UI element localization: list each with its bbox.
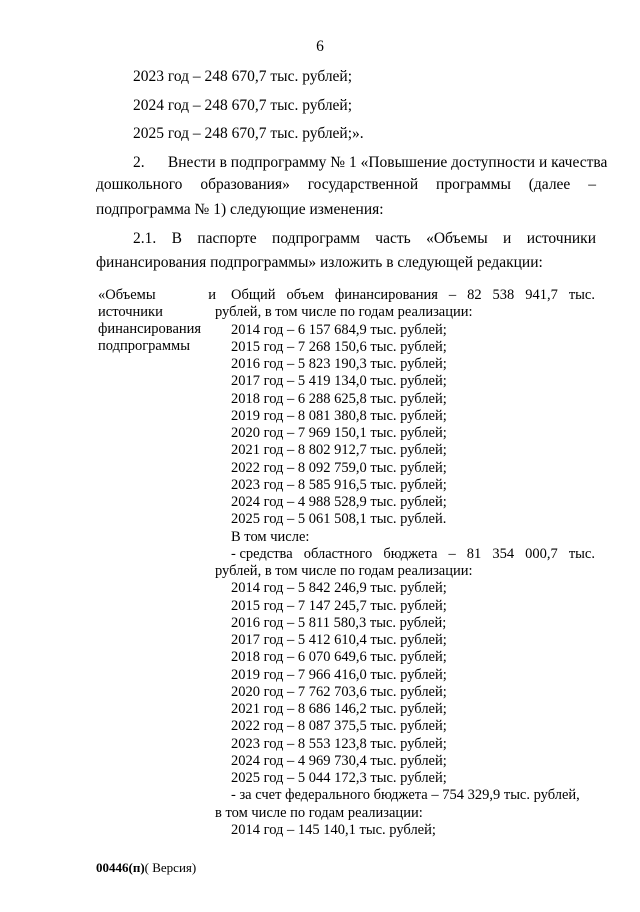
word: финансирования xyxy=(334,287,438,303)
word: 2.1. xyxy=(133,230,157,247)
federal-line2: в том числе по годам реализации: xyxy=(215,804,423,821)
word: 538 xyxy=(492,287,515,303)
word: дошкольного xyxy=(96,176,183,193)
label-line3: финансирования xyxy=(98,321,202,337)
word: тыс. xyxy=(568,287,595,303)
total-year-row: 2016 год – 5 823 190,3 тыс. рублей; xyxy=(231,356,447,372)
word: В xyxy=(171,230,182,247)
total-year-row: 2025 год – 5 061 508,1 тыс. рублей. xyxy=(231,511,447,528)
federal-year-row: 2014 год – 145 140,1 тыс. рублей; xyxy=(231,821,436,838)
label-line2: источники xyxy=(98,304,163,320)
word: бюджета xyxy=(383,545,438,562)
regional-year-row: 2018 год – 6 070 649,6 тыс. рублей; xyxy=(231,649,447,666)
word: и xyxy=(208,287,216,303)
word: 81 xyxy=(466,545,482,562)
federal-line1: - за счет федерального бюджета – 754 329,9 тыс. рублей, xyxy=(231,787,580,804)
total-year-row: 2019 год – 8 081 380,8 тыс. рублей; xyxy=(231,407,447,424)
total-year-row: 2014 год – 6 157 684,9 тыс. рублей; xyxy=(231,321,447,338)
label-line4: подпрограммы xyxy=(98,338,190,354)
word: 82 xyxy=(467,287,482,303)
version-label: ( Версия) xyxy=(144,860,197,875)
word: – xyxy=(588,176,596,193)
prior-line: 2024 год – 248 670,7 тыс. рублей; xyxy=(133,97,353,114)
word: Общий xyxy=(231,287,276,303)
regional-year-row: 2021 год – 8 686 146,2 тыс. рублей; xyxy=(231,701,447,717)
word: и xyxy=(503,230,512,247)
label-line1 xyxy=(98,287,216,304)
prior-line: 2023 год – 248 670,7 тыс. рублей; xyxy=(133,68,353,85)
word: – xyxy=(448,545,456,562)
regional-year-row: 2020 год – 7 762 703,6 тыс. рублей; xyxy=(231,683,447,700)
regional-year-row: 2017 год – 5 412 610,4 тыс. рублей; xyxy=(231,632,447,648)
passport-label-column xyxy=(98,287,216,355)
total-year-row: 2024 год – 4 988 528,9 тыс. рублей; xyxy=(231,494,447,510)
word: «Объемы xyxy=(98,287,156,303)
total-year-row: 2021 год – 8 802 912,7 тыс. рублей; xyxy=(231,442,447,459)
regional-year-row: 2014 год – 5 842 246,9 тыс. рублей; xyxy=(231,580,447,597)
passport-value-column xyxy=(215,287,595,839)
total-year-row: 2023 год – 8 585 916,5 тыс. рублей; xyxy=(231,476,447,493)
regional-year-row: 2025 год – 5 044 172,3 тыс. рублей; xyxy=(231,770,447,786)
regional-line1 xyxy=(215,546,595,563)
regional-year-row: 2019 год – 7 966 416,0 тыс. рублей; xyxy=(231,666,447,683)
total-line1 xyxy=(215,287,595,304)
word: 354 xyxy=(492,545,515,562)
document-code: 00446(п) xyxy=(96,860,145,875)
regional-year-row: 2024 год – 4 969 730,4 тыс. рублей; xyxy=(231,752,447,769)
total-year-row: 2020 год – 7 969 150,1 тыс. рублей; xyxy=(231,425,447,441)
regional-line2: рублей, в том числе по годам реализации: xyxy=(215,563,473,579)
word: (далее xyxy=(528,176,571,193)
total-year-row: 2018 год – 6 288 625,8 тыс. рублей; xyxy=(231,390,447,407)
item2-line2 xyxy=(96,176,596,194)
page-number: 6 xyxy=(316,38,324,55)
regional-year-row: 2016 год – 5 811 580,3 тыс. рублей; xyxy=(231,614,447,631)
word: «Объемы xyxy=(426,230,488,247)
item2-line3: подпрограмма № 1) следующие изменения: xyxy=(96,201,384,218)
regional-year-row: 2022 год – 8 087 375,5 тыс. рублей; xyxy=(231,718,447,735)
item21-line2: финансирования подпрограммы» изложить в следующей редакции: xyxy=(96,254,543,271)
regional-year-row: 2015 год – 7 147 245,7 тыс. рублей; xyxy=(231,597,447,614)
word: источники xyxy=(526,230,596,247)
word: программы xyxy=(436,176,511,193)
footer-code xyxy=(96,860,196,876)
prior-line: 2025 год – 248 670,7 тыс. рублей;». xyxy=(133,125,364,142)
word: подпрограмм xyxy=(272,230,360,247)
word: - средства xyxy=(231,545,293,562)
item21-line1 xyxy=(133,230,596,248)
word: 000,7 xyxy=(525,545,558,562)
word: тыс. xyxy=(568,545,595,562)
word: паспорте xyxy=(197,230,257,247)
word: образования» xyxy=(200,176,290,193)
total-year-row: 2022 год – 8 092 759,0 тыс. рублей; xyxy=(231,459,447,476)
total-year-row: 2015 год – 7 268 150,6 тыс. рублей; xyxy=(231,338,447,355)
word: 941,7 xyxy=(525,287,558,303)
incl-heading: В том числе: xyxy=(231,528,310,545)
word: государственной xyxy=(307,176,419,193)
total-year-row: 2017 год – 5 419 134,0 тыс. рублей; xyxy=(231,373,447,390)
word: часть xyxy=(375,230,411,247)
item2-line1: 2. Внести в подпрограмму № 1 «Повышение доступности и качества xyxy=(133,154,608,171)
word: объем xyxy=(286,287,324,303)
total-line2: рублей, в том числе по годам реализации: xyxy=(215,304,473,321)
regional-year-row: 2023 год – 8 553 123,8 тыс. рублей; xyxy=(231,735,447,752)
word: – xyxy=(448,287,457,303)
word: областного xyxy=(303,545,373,562)
